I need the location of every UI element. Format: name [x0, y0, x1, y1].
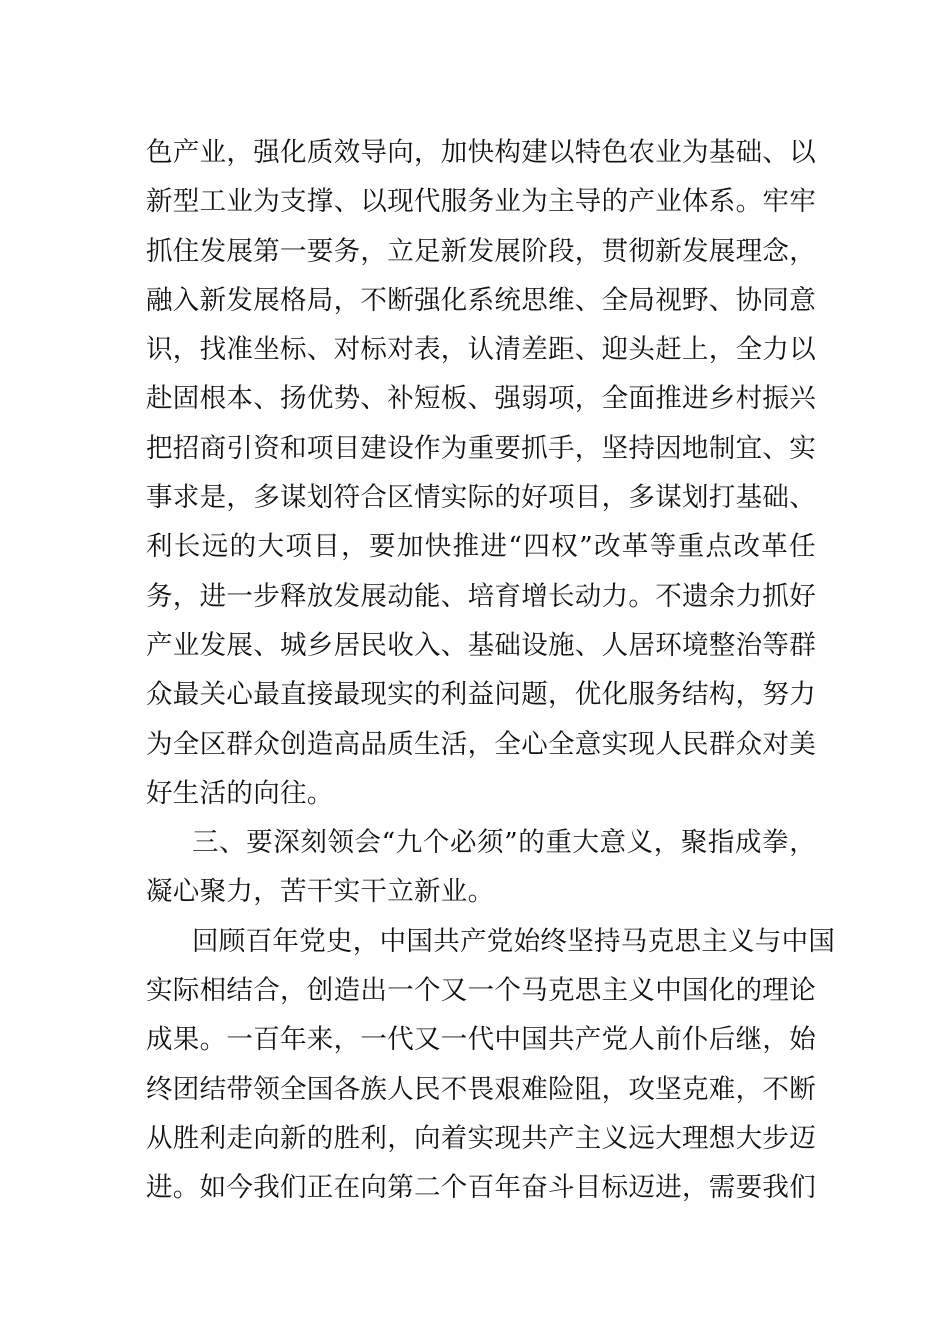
text-line: 把招商引资和项目建设作为重要抓手，坚持因地制宜、实 [146, 432, 816, 464]
text-line: 终团结带领全国各族人民不畏艰难险阻，攻坚克难，不断 [146, 1073, 816, 1105]
text-line: 好生活的向往。 [146, 777, 334, 809]
text-line: 识，找准坐标、对标对表，认清差距、迎头赶上，全力以 [146, 334, 816, 366]
section-heading: 三、要深刻领会“九个必须”的重大意义，聚指成拳， [192, 827, 816, 859]
body-text [146, 128, 836, 1213]
text-line: 从胜利走向新的胜利，向着实现共产主义远大理想大步迈 [146, 1122, 816, 1154]
text-line: 众最关心最直接最现实的利益问题，优化服务结构，努力 [146, 679, 816, 711]
text-line: 成果。一百年来，一代又一代中国共产党人前仆后继，始 [146, 1024, 816, 1056]
text-line: 进。如今我们正在向第二个百年奋斗目标迈进，需要我们 [146, 1172, 816, 1204]
text-line: 为全区群众创造高品质生活，全心全意实现人民群众对美 [146, 728, 816, 760]
text-line: 务，进一步释放发展动能、培育增长动力。不遗余力抓好 [146, 580, 816, 612]
text-line: 新型工业为支撑、以现代服务业为主导的产业体系。牢牢 [146, 186, 816, 218]
text-line: 产业发展、城乡居民收入、基础设施、人居环境整治等群 [146, 629, 816, 661]
text-line: 实际相结合，创造出一个又一个马克思主义中国化的理论 [146, 975, 816, 1007]
text-line: 回顾百年党史，中国共产党始终坚持马克思主义与中国 [192, 925, 836, 957]
text-line: 利长远的大项目，要加快推进“四权”改革等重点改革任 [146, 531, 816, 563]
text-line: 色产业，强化质效导向，加快构建以特色农业为基础、以 [146, 137, 816, 168]
text-line: 事求是，多谋划符合区情实际的好项目，多谋划打基础、 [146, 482, 816, 514]
section-heading-continued: 凝心聚力，苦干实干立新业。 [146, 876, 495, 908]
text-line: 抓住发展第一要务，立足新发展阶段，贯彻新发展理念， [146, 235, 816, 267]
text-line: 融入新发展格局，不断强化系统思维、全局视野、协同意 [146, 284, 816, 316]
text-line: 赴固根本、扬优势、补短板、强弱项，全面推进乡村振兴 [146, 383, 816, 415]
